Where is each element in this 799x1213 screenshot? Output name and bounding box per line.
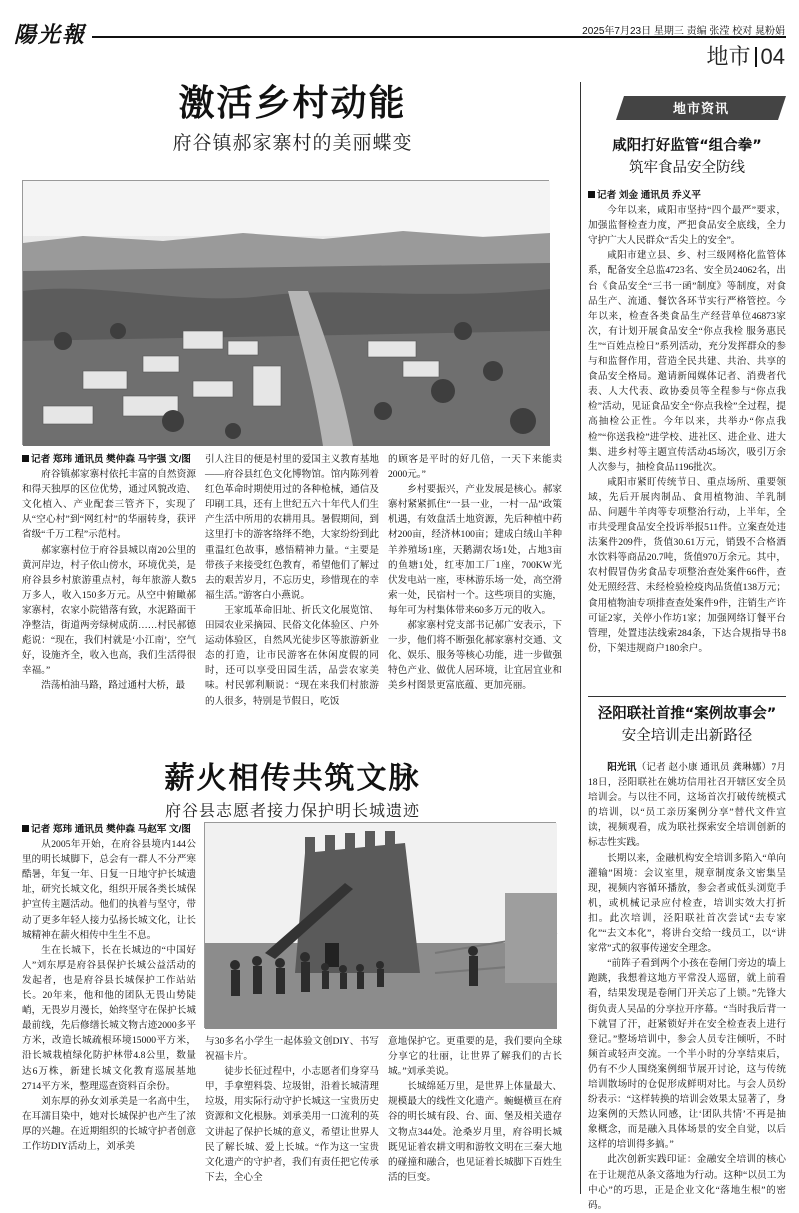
article1-paragraph: 的顾客是平时的好几倍，一天下来能卖2000元。” bbox=[388, 454, 562, 481]
article2-paragraph: 生在长城下，长在长城边的“中国好人”刘东厚是府谷县保护长城公益活动的发起者，也是府谷县长城保护工作站站长。20年来，他和他的团队无畏山势陡峭，无畏岁月漫长，始终坚守在保护长城最前线，先后修缮长城文物古迹2000多平方米，改造长城疏根环境15000平方米，沿长城栽植绿化防护林带4.8公里，数量达6万株，新建长城文化教育巡展基地2714平方米，整理巡查资料百余份。 bbox=[22, 944, 196, 1092]
article2-paragraph: 从2005年开始，在府谷县境内144公里的明长城脚下，总会有一群人不分严寒酷暑，年复一年、日复一日地守护长城遗址，研究长城文化，组织开展各类长城保护宣传主题活动。他们的执着与坚守，带动了更多年轻人接力弘扬长城文化，让长城精神在薪火相传中生生不息。 bbox=[22, 839, 196, 941]
article2-paragraph: 与30多名小学生一起体验文创DIY、书写祝福卡片。 bbox=[205, 1036, 379, 1063]
page-number: 04 bbox=[760, 44, 785, 69]
article2-paragraph: 意地保护它。更重要的是，我们要向全球分享它的壮丽，让世界了解我们的古长城。”刘承美说。 bbox=[388, 1036, 562, 1078]
article1-paragraph: 郝家寨村党支部书记郝广安表示，下一步，他们将不断强化郝家寨村交通、文化、娱乐、服务等核心功能，进一步做强特色产业、做优人居环境，让宜居宜业和美乡村图景更富底蕴、更加亮丽。 bbox=[388, 620, 562, 692]
article1-body bbox=[22, 452, 562, 752]
article2-paragraph: 长城绵延万里，是世界上体量最大、规模最大的线性文化遗产。蜿蜒横亘在府谷的明长城有段、台、面、堡及相关遗存文物点344处。沧桑岁月里，府谷明长城既见证着农耕文明和游牧文明在三秦大地的碰撞和融合，也见证着长城脚下百姓生活的巨变。 bbox=[388, 1081, 562, 1183]
article2-body bbox=[22, 822, 562, 1192]
page-header bbox=[0, 0, 799, 72]
village-aerial-photo bbox=[22, 180, 549, 445]
dateline: 2025年7月23日 星期三 责编 张滢 校对 晁粉娟 bbox=[582, 26, 785, 37]
article2-column-2 bbox=[205, 1034, 379, 1185]
article1-column-2 bbox=[205, 452, 379, 709]
article1-paragraph: 府谷镇郝家寨村依托丰富的自然资源和得天独厚的区位优势，通过风貌改造、文化植入、产业配套三管齐下，实现了从“空心村”到“网红村”的华丽转身，获评省级“千万工程”示范村。 bbox=[22, 469, 196, 541]
story1-subtitle: 筑牢食品安全防线 bbox=[629, 160, 745, 176]
story1-paragraph: 咸阳市建立县、乡、村三级网格化监管体系，配备安全总监4723名、安全员24062名，出台《食品安全“三书一函”制度》等制度，对食品生产、流通、餐饮各环节实行严格管控。今年以来，检查各类食品生产经营单位46873家次，有计划开展食品安全“你点我检 服务惠民生”“百姓点检日”系列活动，充分发挥群众的参与和监督作用，营造全民共建、共治、共享的食品安全格局。邀请新闻媒体记者、消费者代表、人大代表、政协委员等全程参与“你点我检”活动，见证食品安全“你点我检”全过程，提高抽检公正性。今年以来，共举办“你点我检”“你送我检”进学校、进社区、进企业、进大集、进乡村等主题宣传活动45场次，吸引万余人次参与，抽检食品1196批次。 bbox=[588, 250, 786, 473]
article1-paragraph: 王家坬革命旧址、折氏文化展览馆、田园农业采摘园、民俗文化体验区、户外运动体验区，自然风光徒步区等旅游新业态的打造，让市民游客在休闲度假的同时，还可以享受田园生活，品尝农家美味。村民郭利顺说：“现在来我们村旅游的人很多，特别是节假日，吃饭 bbox=[205, 604, 379, 707]
article1-paragraph: 引人注目的便是村里的爱国主义教育基地——府谷县红色文化博物馆。馆内陈列着红色革命时期使用过的各种枪械，通信及印刷工具，还有上世纪五六十年代人们生产生活中所用的农耕用具。暑假期间，到这里打卡的游客络绎不绝，大家纷纷到此重温红色故事，感悟精神力量。“主要是带孩子来接受红色教育，希望他们了解过去的艰苦岁月，不忘历史，珍惜现在的幸福生活。”游客白小燕说。 bbox=[205, 454, 379, 601]
article1-paragraph: 乡村要振兴，产业发展是核心。郝家寨村紧紧抓住“一县一业，一村一品”政策机遇，有效盘活土地资源，先后种植中药材200亩，经济林100亩；建成白绒山羊种羊养殖场1座，天鹅湖农场1处，占地3亩的鱼塘1处，红枣加工厂1座，700KW光伏发电站一座，枣林游乐场一处，高空滑索一处，民宿村一个。这些项目的实施，每年可为村集体带来60多万元的收入。 bbox=[388, 484, 562, 616]
article2-paragraph: 刘东厚的孙女刘承美是一名高中生，在耳濡目染中，她对长城保护也产生了浓厚的兴趣。在近期组织的长城守护者创意工作坊DIY活动上，刘承美 bbox=[22, 1095, 196, 1152]
story2-lead bbox=[588, 760, 786, 851]
story2-title: 泾阳联社首推“案例故事会” bbox=[597, 706, 777, 722]
story1-body bbox=[588, 188, 786, 656]
article2-byline bbox=[22, 822, 196, 837]
article1-byline-text: 记者 郑玮 通讯员 樊仲森 马宇强 文/图 bbox=[31, 454, 191, 465]
story1-byline bbox=[588, 188, 786, 203]
article2-column-3 bbox=[388, 1034, 562, 1185]
section-divider bbox=[755, 47, 757, 67]
article1-paragraph: 郝家寨村位于府谷县城以南20公里的黄河岸边，村子依山傍水，环境优美，是府谷县乡村旅游重点村，每年旅游人数5万多人，收入150多万元。从空中俯瞰郝家寨村，农家小院错落有致，水泥路面干净整洁，街道两旁绿树成荫……村民郝德彪说：“现在，我们村就是‘小江南’，空气好，设施齐全，收入也高，我们生活得很幸福。” bbox=[22, 544, 196, 677]
article1-title: 激活乡村动能 bbox=[178, 83, 407, 124]
byline-square-icon bbox=[588, 191, 595, 198]
article2-paragraph: 徒步长征过程中，小志愿者们身穿马甲，手拿塑料袋、垃圾钳，沿着长城清理垃圾，用实际行动守护长城这一宝贵历史资源和文化根脉。刘承美用一口流利的英文讲起了保护长城的意义，希望让世界人民了解长城、爱上长城。“作为这一宝贵文化遗产的守护者，我们有责任把它传承下去，全心全 bbox=[205, 1066, 379, 1183]
article2-title: 薪火相传共筑文脉 bbox=[164, 761, 421, 796]
article1-column-1 bbox=[22, 452, 196, 694]
article1-byline bbox=[22, 452, 196, 467]
article2-column-1 bbox=[22, 822, 196, 1154]
section-name: 地市 bbox=[706, 44, 751, 69]
story2-lead-text: 7月18日，泾阳联社在姚坊信用社召开辖区安全员培训会。与以往不同，这场首次打破传统模式的培训，以“员工亲历案例分享”替代文件宣读，视频观看，成为联社探索安全培训创新的标志性实践。 bbox=[588, 762, 786, 849]
byline-square-icon bbox=[22, 455, 29, 462]
article2-byline-text: 记者 郑玮 通讯员 樊仲森 马赵军 文/图 bbox=[31, 824, 191, 835]
sidebar-separator bbox=[588, 696, 786, 697]
village-photo-illustration bbox=[23, 181, 550, 446]
story1-paragraph: 咸阳市紧盯传统节日、重点场所、重要领域，先后开展肉制品、食用植物油、羊乳制品、问题牛羊肉等专项整治行动，上半年，全市共受理食品安全投诉举报511件。立案查处违法案件209件，货值30.61万元，销毁不合格酒水饮料等商品20.7吨，货值970万余元。其中，农村假冒伪劣食品专项整治查处案件66件，查处无照经营、未经检验检疫肉品货值138万元；食用植物油专项排查查处案件9件，注销生产许可证2家，关停小作坊1家；加强网络订餐平台管理，处置违法线索284条，下达合规指导书8份，下架违规商户180余户。 bbox=[588, 476, 786, 654]
story2-paragraph: “前阵子看到两个小孩在卷闸门旁边的墙上跑跳，我想着这地方平常没人巡留，就上前看看，结果发现是卷闸门开关忘了上锁。”先锋大街负责人吴品的分享拉开序幕。“当时我后背一下就冒了汗，赶紧锁好并在安全检查表上进行登记。”整场培训中，参会人员专注倾听，不时频首或轻声交流。一个半小时的分享结束后，仍有不少人围绕案例细节展开讨论，这与传统培训散场时的仓促形成鲜明对比。与会人员纷纷表示：“这样转换的培训会效果太显著了，身边案例的天然认同感，让‘团队共情’不再是抽象概念，而是融入具体场景的安全自觉，以后这样的培训得多搞。” bbox=[588, 958, 786, 1151]
story1-paragraph: 今年以来，咸阳市坚持“四个最严”要求，加强监督检查力度，严把食品安全底线，全力守护广大人民群众“舌尖上的安全”。 bbox=[588, 205, 786, 247]
banner-title: 地市资讯 bbox=[672, 102, 729, 117]
story2-subtitle: 安全培训走出新路径 bbox=[621, 728, 753, 744]
story1-title: 咸阳打好监管“组合拳” bbox=[612, 138, 762, 154]
story2-byline: （记者 赵小康 通讯员 龚琳娜） bbox=[636, 762, 772, 773]
story2-body bbox=[588, 760, 786, 1213]
story1-byline-text: 记者 刘金 通讯员 乔义平 bbox=[597, 190, 701, 201]
article1-paragraph: 浩荡柏油马路，路过通村大桥，最 bbox=[41, 680, 186, 692]
article1-column-3 bbox=[388, 452, 562, 694]
story2-lead-place: 阳光讯 bbox=[607, 762, 637, 773]
sidebar-banner bbox=[616, 96, 786, 120]
column-divider bbox=[580, 82, 581, 1194]
story2-paragraph: 长期以来，金融机构安全培训多陷入“单向灌输”困境：会议室里，规章制度条文密集呈现，视频内容循环播放，参会者或低头浏览手机，或机械记录应付检查，培训实效大打折扣。此次培训，泾阳联社首次尝试“去专家化”“去文本化”，将讲台交给一线员工，以“讲家常”式的叙事传递安全理念。 bbox=[588, 852, 786, 955]
masthead-logo: 陽光報 bbox=[14, 22, 87, 48]
section-label bbox=[707, 40, 786, 71]
story2-paragraph: 此次创新实践印证：金融安全培训的核心在于让规范从条文落地为行动。这种“以员工为中心”的巧思，正是企业文化“落地生根”的密码。 bbox=[588, 1154, 786, 1211]
article1-subtitle: 府谷镇郝家寨村的美丽蝶变 bbox=[172, 132, 413, 154]
article2-subtitle: 府谷县志愿者接力保护明长城遗迹 bbox=[164, 801, 420, 820]
byline-square-icon bbox=[22, 825, 29, 832]
